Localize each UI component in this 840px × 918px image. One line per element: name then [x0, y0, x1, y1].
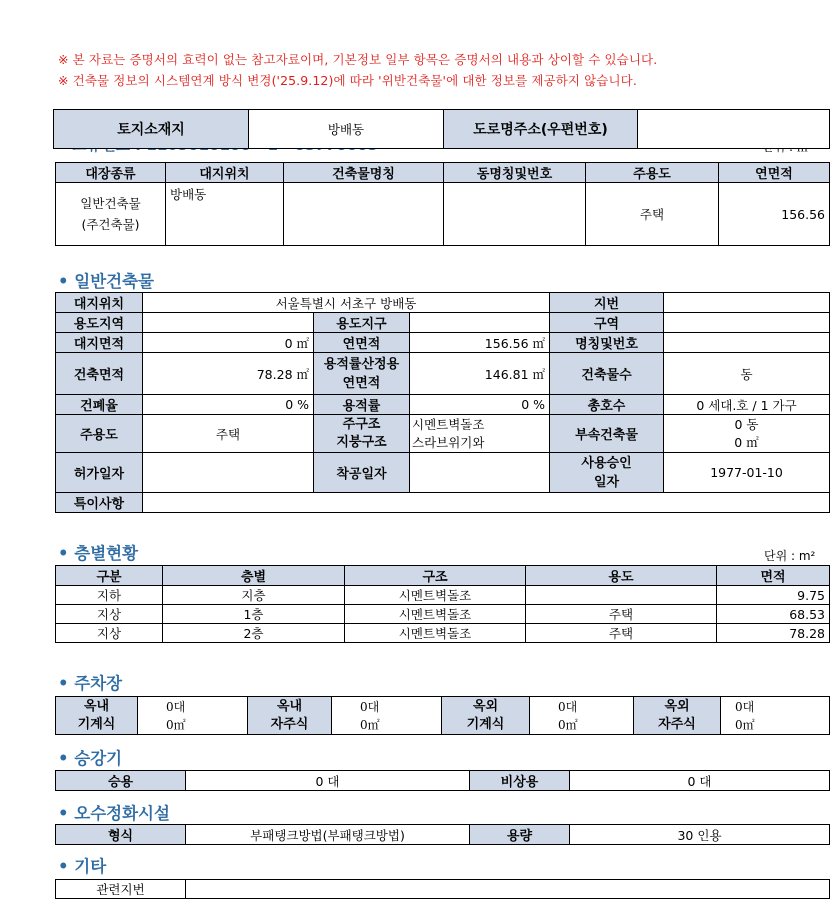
land-location-label: 토지소재지	[54, 110, 249, 149]
approval-label-line2: 일자	[593, 474, 620, 490]
parking-outdoor-self-value	[721, 697, 830, 735]
special-notes-value	[143, 493, 830, 513]
floor-use: 주택	[526, 624, 717, 643]
section-title-floors: • 층별현황	[58, 544, 139, 563]
summary-header: 대장종류	[56, 163, 166, 183]
summary-site-location: 방배동	[166, 183, 284, 246]
floors-unit: 단위 : m²	[764, 549, 816, 563]
parking-label-line1: 옥내	[83, 698, 110, 714]
emergency-elevator-label: 비상용	[470, 771, 570, 791]
land-header-table	[53, 109, 830, 149]
section-title-sewage: • 오수정화시설	[58, 804, 170, 823]
floor-structure: 시멘트벽돌조	[345, 605, 526, 624]
sewage-capacity-label: 용량	[470, 825, 570, 845]
floors-header: 면적	[717, 566, 830, 586]
notice-reference: ※ 본 자료는 증명서의 효력이 없는 참고자료이며, 기본정보 일부 항목은 증명서의 내용과 상이할 수 있습니다.	[58, 52, 658, 67]
floor-level: 1층	[163, 605, 345, 624]
building-area-value: 78.28 ㎡	[143, 353, 314, 395]
lot-number-label: 지번	[550, 293, 664, 313]
parking-label-line1: 옥외	[664, 698, 690, 714]
parking-label-line2: 자주식	[270, 716, 309, 732]
parking-label-line2: 자주식	[658, 716, 696, 732]
section-title-parking: • 주차장	[58, 674, 123, 693]
floor-area: 78.28	[717, 624, 830, 643]
parking-area: 0㎡	[558, 717, 578, 732]
site-area-value: 0 ㎡	[143, 333, 314, 353]
far-area-label-line1: 용적률산정용	[323, 356, 400, 372]
register-type-line1: 일반건축물	[80, 196, 141, 211]
summary-header: 연면적	[719, 163, 830, 183]
floor-kind: 지하	[56, 586, 163, 605]
parking-outdoor-self-label	[634, 697, 721, 735]
parking-label-line2: 기계식	[466, 716, 505, 732]
floor-use	[526, 586, 717, 605]
table-row	[56, 605, 830, 624]
site-area-label: 대지면적	[56, 333, 143, 353]
register-type-line2: (주건축물)	[81, 217, 140, 232]
floor-area-ratio-value: 0 %	[410, 395, 550, 415]
use-district-label: 용도지구	[314, 313, 410, 333]
main-structure-value: 시멘트벽돌조	[412, 416, 485, 432]
permit-date-value	[143, 453, 314, 493]
land-location-value: 방배동	[249, 110, 444, 149]
general-table	[55, 292, 830, 513]
main-use-label: 주용도	[56, 415, 143, 453]
special-notes-label: 특이사항	[56, 493, 143, 513]
building-count-value: 동	[664, 353, 830, 395]
floor-structure: 시멘트벽돌조	[345, 624, 526, 643]
parking-indoor-mech-label	[56, 697, 138, 735]
parking-table	[55, 696, 830, 735]
start-date-value	[410, 453, 550, 493]
road-address-value	[638, 110, 830, 149]
summary-total-area: 156.56	[719, 183, 830, 246]
summary-header: 건축물명칭	[284, 163, 444, 183]
annex-value	[664, 415, 830, 453]
parking-indoor-self-value	[332, 697, 442, 735]
notice-system-change: ※ 건축물 정보의 시스템연계 방식 변경('25.9.12)에 따라 '위반건축물'에 대한 정보를 제공하지 않습니다.	[58, 73, 637, 88]
parking-indoor-self-label	[248, 697, 332, 735]
floor-structure: 시멘트벽돌조	[345, 586, 526, 605]
floor-use: 주택	[526, 605, 717, 624]
section-title-general: • 일반건축물	[58, 272, 154, 291]
approval-date-value: 1977-01-10	[664, 453, 830, 493]
floor-kind: 지상	[56, 624, 163, 643]
related-lot-value	[186, 880, 830, 899]
summary-building-name	[284, 183, 444, 246]
approval-date-label	[550, 453, 664, 493]
section-title-other: • 기타	[58, 857, 107, 876]
floor-level: 2층	[163, 624, 345, 643]
summary-table	[55, 162, 830, 246]
sewage-table	[55, 824, 830, 845]
households-value: 0 세대.호 / 1 가구	[664, 395, 830, 415]
floors-table	[55, 565, 830, 643]
annex-label: 부속건축물	[550, 415, 664, 453]
total-floor-area-label: 연면적	[314, 333, 410, 353]
site-location-label: 대지위치	[56, 293, 143, 313]
name-number-label: 명칭및번호	[550, 333, 664, 353]
parking-count: 0대	[360, 699, 380, 714]
roof-structure-value: 스라브위기와	[412, 434, 485, 450]
parking-count: 0대	[558, 699, 578, 714]
parking-count: 0대	[166, 699, 186, 714]
sewage-type-value: 부패탱크방법(부패탱크방법)	[186, 825, 470, 845]
use-zone-label: 용도지역	[56, 313, 143, 333]
total-floor-area-value: 156.56 ㎡	[410, 333, 550, 353]
use-district-value	[410, 313, 550, 333]
annex-count: 0 동	[734, 416, 759, 432]
households-label: 총호수	[550, 395, 664, 415]
table-row	[56, 624, 830, 643]
parking-outdoor-mech-value	[530, 697, 634, 735]
sewage-type-label: 형식	[56, 825, 186, 845]
annex-area: 0 ㎡	[734, 434, 759, 450]
section-title-elevator: • 승강기	[58, 749, 123, 768]
floor-area-ratio-label: 용적률	[314, 395, 410, 415]
main-structure-label: 주구조	[342, 416, 381, 432]
section-value	[664, 313, 830, 333]
parking-label-line2: 기계식	[77, 716, 116, 732]
parking-area: 0㎡	[166, 717, 186, 732]
sewage-capacity-value: 30 인용	[570, 825, 830, 845]
floor-level: 지층	[163, 586, 345, 605]
coverage-ratio-label: 건폐율	[56, 395, 143, 415]
summary-dong	[444, 183, 586, 246]
emergency-elevator-value: 0 대	[570, 771, 830, 791]
floor-kind: 지상	[56, 605, 163, 624]
building-area-label: 건축면적	[56, 353, 143, 395]
floor-area: 68.53	[717, 605, 830, 624]
parking-outdoor-mech-label	[442, 697, 530, 735]
start-date-label: 착공일자	[314, 453, 410, 493]
floor-area: 9.75	[717, 586, 830, 605]
building-count-label: 건축물수	[550, 353, 664, 395]
passenger-elevator-value: 0 대	[186, 771, 470, 791]
far-area-value: 146.81 ㎡	[410, 353, 550, 395]
summary-header: 대지위치	[166, 163, 284, 183]
site-location-value: 서울특별시 서초구 방배동	[143, 293, 550, 313]
parking-area: 0㎡	[735, 717, 755, 732]
parking-area: 0㎡	[360, 717, 380, 732]
parking-count: 0대	[735, 699, 755, 714]
coverage-ratio-value: 0 %	[143, 395, 314, 415]
elevator-table	[55, 770, 830, 791]
approval-label-line1: 사용승인	[581, 455, 632, 471]
parking-indoor-mech-value	[138, 697, 248, 735]
other-table	[55, 879, 830, 899]
use-zone-value	[143, 313, 314, 333]
floors-header: 층별	[163, 566, 345, 586]
parking-label-line1: 옥외	[472, 698, 499, 714]
structure-value	[410, 415, 550, 453]
far-area-label-line2: 연면적	[342, 375, 381, 391]
lot-number-value	[664, 293, 830, 313]
permit-date-label: 허가일자	[56, 453, 143, 493]
roof-structure-label: 지붕구조	[336, 434, 387, 450]
summary-header: 주용도	[586, 163, 719, 183]
table-row	[56, 586, 830, 605]
far-area-label	[314, 353, 410, 395]
parking-label-line1: 옥내	[276, 698, 303, 714]
related-lot-label: 관련지번	[56, 880, 186, 899]
road-address-label: 도로명주소(우편번호)	[444, 110, 638, 149]
main-use-value: 주택	[143, 415, 314, 453]
passenger-elevator-label: 승용	[56, 771, 186, 791]
structure-label	[314, 415, 410, 453]
floors-header: 용도	[526, 566, 717, 586]
summary-register-type	[56, 183, 166, 246]
name-number-value	[664, 333, 830, 353]
floors-header: 구분	[56, 566, 163, 586]
section-label: 구역	[550, 313, 664, 333]
summary-main-use: 주택	[586, 183, 719, 246]
summary-header: 동명칭및번호	[444, 163, 586, 183]
floors-header: 구조	[345, 566, 526, 586]
